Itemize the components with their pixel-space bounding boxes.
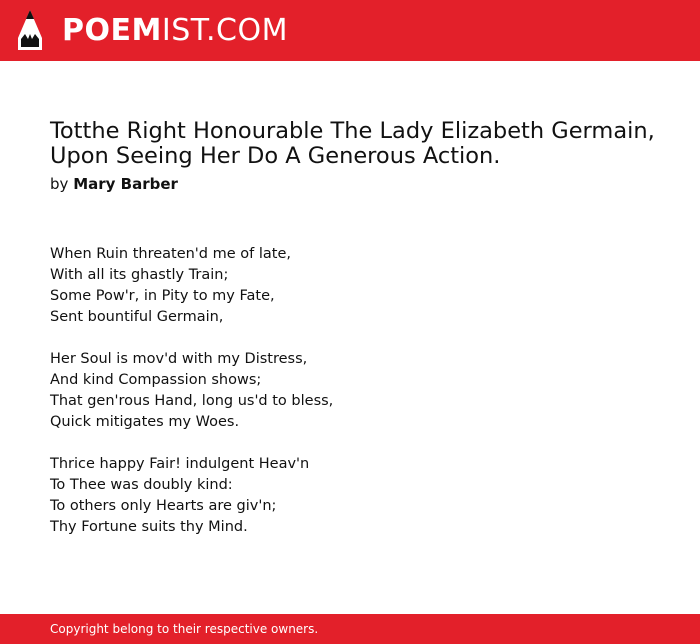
stanza [50, 244, 650, 328]
poem-line: With all its ghastly Train; [50, 267, 229, 283]
poem-line: When Ruin threaten'd me of late, [50, 246, 291, 262]
poem-line: Her Soul is mov'd with my Distress, [50, 351, 308, 367]
site-header [0, 0, 700, 61]
byline-label: by [50, 175, 69, 193]
site-logo[interactable] [62, 11, 288, 51]
logo-text-bold: POEM [62, 13, 162, 48]
poem-line: Sent bountiful Germain, [50, 309, 224, 325]
poem-line: Some Pow'r, in Pity to my Fate, [50, 288, 275, 304]
poem-line: To others only Hearts are giv'n; [50, 498, 277, 514]
poem-line: And kind Compassion shows; [50, 372, 262, 388]
poem-line: Quick mitigates my Woes. [50, 414, 240, 430]
poem-line: Thy Fortune suits thy Mind. [50, 519, 248, 535]
pencil-tip-icon[interactable] [17, 8, 43, 52]
author-link[interactable]: Mary Barber [73, 175, 178, 193]
poem-body [50, 244, 650, 559]
site-footer [0, 614, 700, 644]
stanza [50, 454, 650, 538]
poem-line: That gen'rous Hand, long us'd to bless, [50, 393, 334, 409]
stanza [50, 349, 650, 433]
logo-text-light: IST.COM [161, 13, 288, 48]
poem-line: Thrice happy Fair! indulgent Heav'n [50, 456, 310, 472]
poem-line: To Thee was doubly kind: [50, 477, 233, 493]
byline [50, 175, 178, 193]
copyright-text: Copyright belong to their respective owners. [50, 622, 319, 636]
poem-title: Totthe Right Honourable The Lady Elizabeth Germain, Upon Seeing Her Do A Generous Action. [50, 118, 655, 169]
